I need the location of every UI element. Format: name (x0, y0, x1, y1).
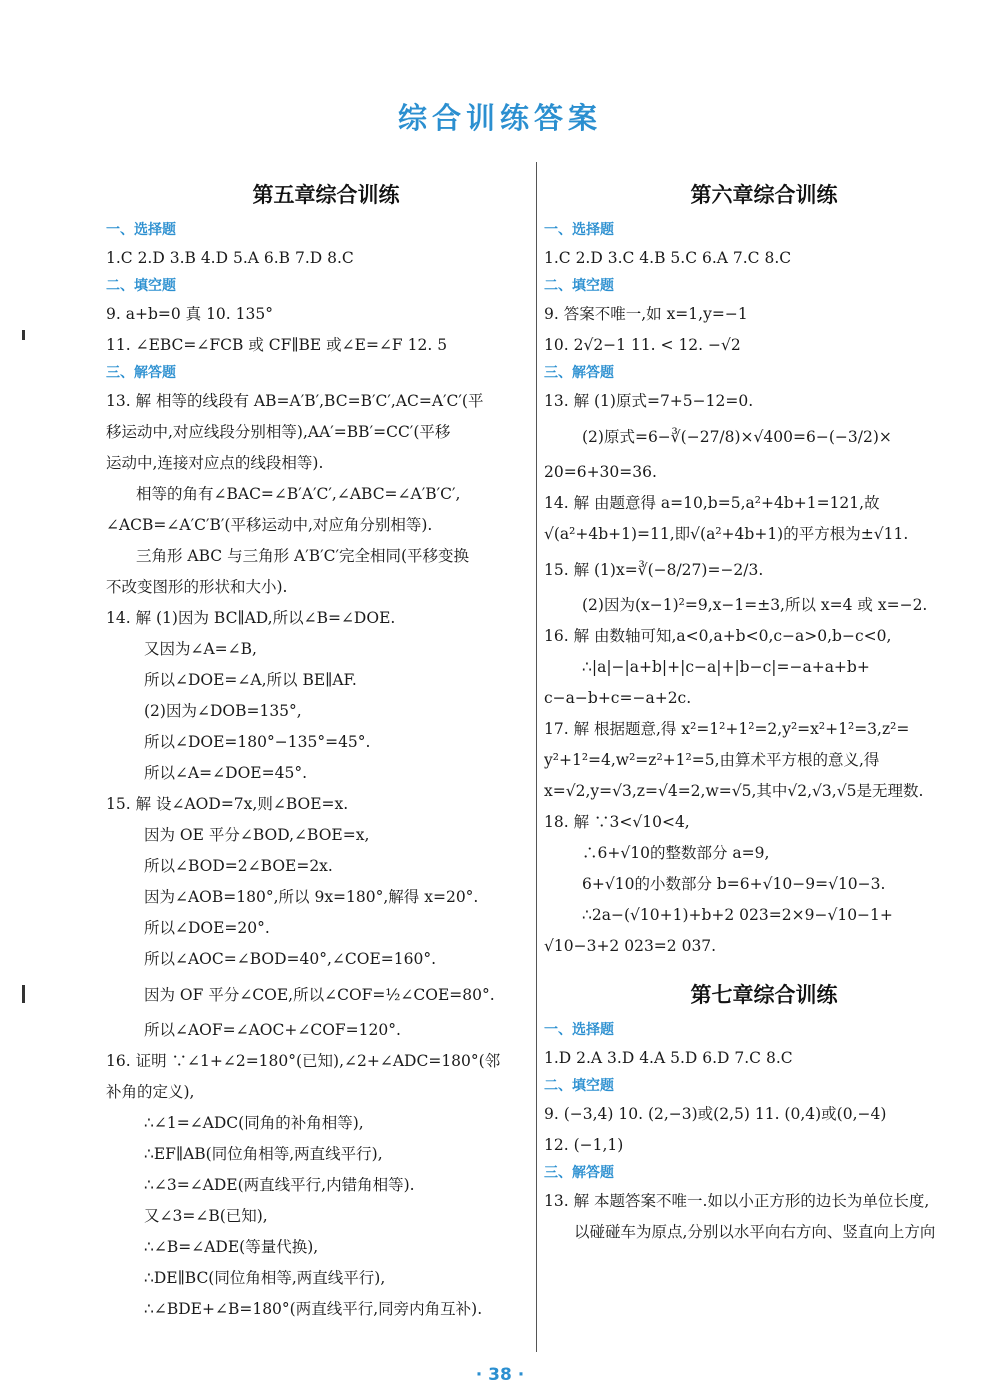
answer-line: 移运动中,对应线段分别相等),AA′=BB′=CC′(平移 (106, 423, 451, 441)
fill-answers (544, 299, 984, 361)
scan-mark (22, 985, 25, 1003)
answer-line: ∴∠B=∠ADE(等量代换), (144, 1238, 319, 1256)
answer-line: ∴2a−(√10+1)+b+2 023=2×9−√10−1+ (582, 906, 893, 924)
section-choice: 一、选择题 (544, 1022, 614, 1038)
section-solve: 三、解答题 (106, 365, 176, 381)
answer-line: 9. 答案不唯一,如 x=1,y=−1 (544, 305, 748, 323)
answer-line: 15. 解 (1)x=∛(−8/27)=−2/3. (544, 561, 764, 579)
section-choice: 一、选择题 (544, 222, 614, 238)
answer-line: 因为∠AOB=180°,所以 9x=180°,解得 x=20°. (144, 888, 479, 906)
answer-line: 1.C 2.D 3.B 4.D 5.A 6.B 7.D 8.C (106, 249, 354, 267)
answer-line: 以碰碰车为原点,分别以水平向右方向、竖直向上方向 (574, 1223, 936, 1241)
answer-line: 1.D 2.A 3.D 4.A 5.D 6.D 7.C 8.C (544, 1049, 793, 1067)
answer-line: 相等的角有∠BAC=∠B′A′C′,∠ABC=∠A′B′C′, (136, 485, 461, 503)
answer-line: √(a²+4b+1)=11,即√(a²+4b+1)的平方根为±√11. (544, 525, 909, 543)
answer-line: y²+1²=4,w²=z²+1²=5,由算术平方根的意义,得 (544, 751, 880, 769)
solve-answers (544, 386, 984, 962)
answer-line: 15. 解 设∠AOD=7x,则∠BOE=x. (106, 795, 349, 813)
answer-line: 12. (−1,1) (544, 1136, 624, 1154)
section-solve: 三、解答题 (544, 365, 614, 381)
answer-line: 又因为∠A=∠B, (144, 640, 257, 658)
choice-answers (544, 1043, 984, 1074)
answer-line: ∴EF∥AB(同位角相等,两直线平行), (144, 1145, 383, 1163)
section-solve: 三、解答题 (544, 1165, 614, 1181)
answer-line: 所以∠AOC=∠BOD=40°,∠COE=160°. (144, 950, 437, 968)
chapter-6-heading: 第六章综合训练 (690, 183, 838, 207)
answer-line: x=√2,y=√3,z=√4=2,w=√5,其中√2,√3,√5是无理数. (544, 782, 924, 800)
answer-line: √10−3+2 023=2 037. (544, 937, 717, 955)
answer-line: 所以∠A=∠DOE=45°. (144, 764, 307, 782)
answer-line: 11. ∠EBC=∠FCB 或 CF∥BE 或∠E=∠F 12. 5 (106, 336, 448, 354)
fill-answers (106, 299, 546, 361)
answer-line: ∴∠1=∠ADC(同角的补角相等), (144, 1114, 364, 1132)
answer-line: 所以∠BOD=2∠BOE=2x. (144, 857, 333, 875)
answer-line: 不改变图形的形状和大小). (106, 578, 288, 596)
scan-mark (22, 330, 25, 340)
answer-line: 18. 解 ∵3<√10<4, (544, 813, 690, 831)
answer-line: ∴∠BDE+∠B=180°(两直线平行,同旁内角互补). (144, 1300, 483, 1318)
answer-line: (2)原式=6−∛(−27/8)×√400=6−(−3/2)× (582, 428, 892, 446)
answer-line: 所以∠DOE=∠A,所以 BE∥AF. (144, 671, 357, 689)
solve-answers (106, 386, 546, 1325)
answer-line: 因为 OF 平分∠COE,所以∠COF=½∠COE=80°. (144, 986, 495, 1004)
answer-line: 13. 解 (1)原式=7+5−12=0. (544, 392, 754, 410)
answer-line: 20=6+30=36. (544, 463, 657, 481)
answer-line: c−a−b+c=−a+2c. (544, 689, 692, 707)
answer-line: (2)因为∠DOB=135°, (144, 702, 302, 720)
answer-line: 所以∠AOF=∠AOC+∠COF=120°. (144, 1021, 401, 1039)
answer-line: 补角的定义), (106, 1083, 195, 1101)
answer-line: ∴DE∥BC(同位角相等,两直线平行), (144, 1269, 386, 1287)
fill-answers (544, 1099, 984, 1161)
answer-line: 运动中,连接对应点的线段相等). (106, 454, 324, 472)
answer-line: ∴∠3=∠ADE(两直线平行,内错角相等). (144, 1176, 415, 1194)
right-column (544, 172, 984, 1248)
section-fill: 二、填空题 (544, 1078, 614, 1094)
page-number: · 38 · (475, 1365, 525, 1385)
answer-line: 10. 2√2−1 11. < 12. −√2 (544, 336, 741, 354)
answer-line: 6+√10的小数部分 b=6+√10−9=√10−3. (582, 875, 886, 893)
answer-line: 13. 解 本题答案不唯一.如以小正方形的边长为单位长度, (544, 1192, 930, 1210)
answer-line: 所以∠DOE=180°−135°=45°. (144, 733, 371, 751)
answer-line: 1.C 2.D 3.C 4.B 5.C 6.A 7.C 8.C (544, 249, 792, 267)
answer-line: 13. 解 相等的线段有 AB=A′B′,BC=B′C′,AC=A′C′(平 (106, 392, 484, 410)
answer-line: 又∠3=∠B(已知), (144, 1207, 268, 1225)
page-title: 综合训练答案 (397, 101, 602, 135)
answer-line: 9. a+b=0 真 10. 135° (106, 305, 273, 323)
answer-line: 14. 解 (1)因为 BC∥AD,所以∠B=∠DOE. (106, 609, 396, 627)
answer-line: 14. 解 由题意得 a=10,b=5,a²+4b+1=121,故 (544, 494, 880, 512)
answer-line: 9. (−3,4) 10. (2,−3)或(2,5) 11. (0,4)或(0,−4) (544, 1105, 887, 1123)
section-fill: 二、填空题 (106, 278, 176, 294)
answer-line: 三角形 ABC 与三角形 A′B′C′完全相同(平移变换 (136, 547, 470, 565)
chapter-5-heading: 第五章综合训练 (252, 183, 400, 207)
answer-line: ∴6+√10的整数部分 a=9, (582, 844, 770, 862)
answer-line: 因为 OE 平分∠BOD,∠BOE=x, (144, 826, 370, 844)
chapter-7-heading: 第七章综合训练 (690, 983, 838, 1007)
answer-line: 17. 解 根据题意,得 x²=1²+1²=2,y²=x²+1²=3,z²= (544, 720, 910, 738)
solve-answers (544, 1186, 984, 1248)
section-fill: 二、填空题 (544, 278, 614, 294)
answer-line: 16. 解 由数轴可知,a<0,a+b<0,c−a>0,b−c<0, (544, 627, 892, 645)
choice-answers (544, 243, 984, 274)
section-choice: 一、选择题 (106, 222, 176, 238)
answer-line: ∴|a|−|a+b|+|c−a|+|b−c|=−a+a+b+ (582, 658, 870, 676)
answer-line: (2)因为(x−1)²=9,x−1=±3,所以 x=4 或 x=−2. (582, 596, 928, 614)
choice-answers (106, 243, 546, 274)
answer-line: 所以∠DOE=20°. (144, 919, 270, 937)
answer-line: ∠ACB=∠A′C′B′(平移运动中,对应角分别相等). (106, 516, 433, 534)
answer-line: 16. 证明 ∵∠1+∠2=180°(已知),∠2+∠ADC=180°(邻 (106, 1052, 501, 1070)
left-column (106, 172, 546, 1325)
